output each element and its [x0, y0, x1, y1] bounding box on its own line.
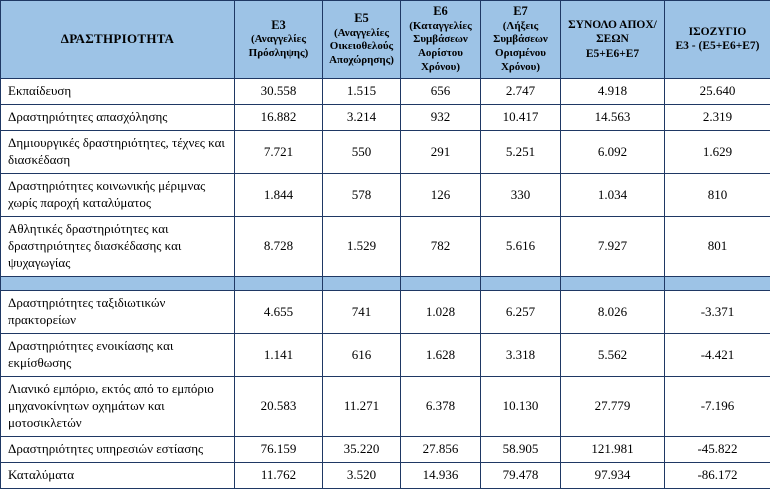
- table-header: [1, 1, 770, 79]
- row-value: 1.141: [235, 333, 323, 376]
- row-value: -45.822: [665, 436, 770, 462]
- column-header-e7: [481, 1, 561, 79]
- row-value: 741: [323, 290, 401, 333]
- column-code-total-departures: ΣΥΝΟΛΟ ΑΠΟΧ/ΣΕΩΝ: [568, 18, 657, 46]
- table-row: [1, 216, 770, 276]
- row-value: 3.214: [323, 104, 401, 130]
- row-value: 1.628: [401, 333, 481, 376]
- row-value: 79.478: [481, 462, 561, 488]
- column-header-total-departures: [561, 1, 665, 79]
- row-value: 330: [481, 173, 561, 216]
- row-value: 616: [323, 333, 401, 376]
- row-value: 30.558: [235, 78, 323, 104]
- column-code-e6: Ε6: [433, 4, 448, 18]
- row-value: 6.378: [401, 376, 481, 436]
- column-desc-balance: Ε3 - (Ε5+Ε6+Ε7): [675, 40, 760, 53]
- row-label: Δραστηριότητες κοινωνικής μέριμνας χωρίς παροχή καταλύματος: [1, 173, 235, 216]
- column-code-balance: ΙΣΟΖΥΓΙΟ: [688, 25, 747, 38]
- row-value: 25.640: [665, 78, 770, 104]
- row-label: Δραστηριότητες υπηρεσιών εστίασης: [1, 436, 235, 462]
- row-value: 11.271: [323, 376, 401, 436]
- column-desc-e6: (Καταγγελίες Συμβάσεων Αορίστου Χρόνου): [409, 19, 472, 73]
- row-value: 4.918: [561, 78, 665, 104]
- column-desc-e5: (Αναγγελίες Οικειοθελούς Αποχώρησης): [329, 26, 394, 66]
- spacer-cell: [401, 276, 481, 290]
- row-value: 97.934: [561, 462, 665, 488]
- column-code-e5: Ε5: [354, 10, 369, 25]
- column-header-e6: [401, 1, 481, 79]
- table-row: [1, 104, 770, 130]
- spacer-cell: [665, 276, 770, 290]
- row-value: 2.319: [665, 104, 770, 130]
- table-row: [1, 78, 770, 104]
- table-body: [1, 78, 770, 488]
- row-value: 8.026: [561, 290, 665, 333]
- row-value: 121.981: [561, 436, 665, 462]
- row-value: 3.520: [323, 462, 401, 488]
- row-value: 932: [401, 104, 481, 130]
- table-spacer-row: [1, 276, 770, 290]
- spacer-cell: [481, 276, 561, 290]
- row-label: Αθλητικές δραστηριότητες και δραστηριότητες διασκέδασης και ψυχαγωγίας: [1, 216, 235, 276]
- row-value: 10.130: [481, 376, 561, 436]
- row-value: 14.936: [401, 462, 481, 488]
- column-code-e7: Ε7: [513, 4, 528, 18]
- row-label: Λιανικό εμπόριο, εκτός από το εμπόριο μηχανοκίνητων οχημάτων και μοτοσικλετών: [1, 376, 235, 436]
- row-value: 14.563: [561, 104, 665, 130]
- row-value: 58.905: [481, 436, 561, 462]
- table-row: [1, 376, 770, 436]
- row-value: 6.092: [561, 130, 665, 173]
- row-value: 5.616: [481, 216, 561, 276]
- row-label: Δραστηριότητες ενοικίασης και εκμίσθωσης: [1, 333, 235, 376]
- table-row: [1, 130, 770, 173]
- row-value: 291: [401, 130, 481, 173]
- row-value: 6.257: [481, 290, 561, 333]
- column-header-balance: [665, 1, 770, 79]
- row-value: 801: [665, 216, 770, 276]
- row-value: 1.034: [561, 173, 665, 216]
- column-desc-e7: (Λήξεις Συμβάσεων Ορισμένου Χρόνου): [493, 19, 548, 73]
- row-value: 8.728: [235, 216, 323, 276]
- row-value: 1.529: [323, 216, 401, 276]
- column-header-e3: [235, 1, 323, 79]
- spacer-cell: [235, 276, 323, 290]
- column-desc-total-departures: Ε5+Ε6+Ε7: [585, 47, 640, 60]
- row-value: -86.172: [665, 462, 770, 488]
- row-value: 1.515: [323, 78, 401, 104]
- row-value: 550: [323, 130, 401, 173]
- table-row: [1, 436, 770, 462]
- column-header-e5: [323, 1, 401, 79]
- row-value: 7.721: [235, 130, 323, 173]
- row-value: 16.882: [235, 104, 323, 130]
- row-label: Δημιουργικές δραστηριότητες, τέχνες και διασκέδαση: [1, 130, 235, 173]
- row-value: 27.856: [401, 436, 481, 462]
- row-value: 5.251: [481, 130, 561, 173]
- row-label: Δραστηριότητες απασχόλησης: [1, 104, 235, 130]
- row-label: Εκπαίδευση: [1, 78, 235, 104]
- row-value: 1.844: [235, 173, 323, 216]
- table-header-row: [1, 1, 770, 79]
- row-value: -4.421: [665, 333, 770, 376]
- row-value: 656: [401, 78, 481, 104]
- table-row: [1, 173, 770, 216]
- column-desc-e3: (Αναγγελίες Πρόσληψης): [248, 33, 309, 60]
- spacer-cell-label: [1, 276, 235, 290]
- row-label: Καταλύματα: [1, 462, 235, 488]
- row-value: 35.220: [323, 436, 401, 462]
- column-header-activity: ΔΡΑΣΤΗΡΙΟΤΗΤΑ: [1, 1, 235, 79]
- row-value: 10.417: [481, 104, 561, 130]
- row-value: 2.747: [481, 78, 561, 104]
- table-row: [1, 290, 770, 333]
- row-value: 5.562: [561, 333, 665, 376]
- row-value: 1.629: [665, 130, 770, 173]
- row-value: 20.583: [235, 376, 323, 436]
- row-label: Δραστηριότητες ταξιδιωτικών πρακτορείων: [1, 290, 235, 333]
- row-value: 7.927: [561, 216, 665, 276]
- row-value: 810: [665, 173, 770, 216]
- row-value: 11.762: [235, 462, 323, 488]
- row-value: 578: [323, 173, 401, 216]
- table-row: [1, 462, 770, 488]
- row-value: 27.779: [561, 376, 665, 436]
- row-value: 76.159: [235, 436, 323, 462]
- spacer-cell: [561, 276, 665, 290]
- row-value: -3.371: [665, 290, 770, 333]
- spacer-cell: [323, 276, 401, 290]
- row-value: -7.196: [665, 376, 770, 436]
- column-code-e3: Ε3: [271, 17, 286, 32]
- table-row: [1, 333, 770, 376]
- row-value: 4.655: [235, 290, 323, 333]
- row-value: 3.318: [481, 333, 561, 376]
- row-value: 782: [401, 216, 481, 276]
- row-value: 126: [401, 173, 481, 216]
- row-value: 1.028: [401, 290, 481, 333]
